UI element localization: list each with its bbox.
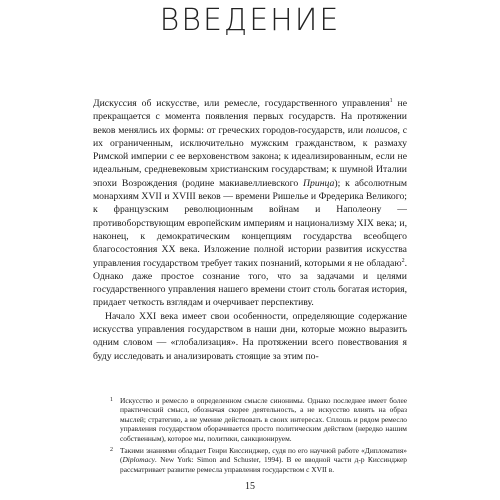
footnote-number: 1	[110, 397, 113, 403]
footnote-2	[93, 446, 407, 474]
p1-text-5: . Однако даже простое сознание того, что за задачами и целями государственного управления нашего времени стоит столь богатая история, придает четкость взглядам и очерчивает перспективу.	[93, 257, 407, 309]
p1-text-3: , с их ограниченным, исключительно мужским гражданством, к размаху Римской империи с ее верховенством закона; к идеализированным, если не идеальным, средневековым христианским государствам; к шумной Италии эпохи Возрождения (родине макиавеллиевского	[93, 124, 407, 189]
paragraph-2: Начало XXI века имеет свои особенности, определяющие содержание искусства управления государством в наши дни, которые можно выразить одним словом — «глобализация». На протяжении всего повествования я буду исследовать и анализировать стоящие за этим по-	[93, 310, 407, 362]
footnote-text: Искусство и ремесло в определенном смысле синонимы. Однако последнее имеет более практический смысл, обозначая скорее деятельность, а не искусство влиять на образ мыслей; стратегию, а не умение действовать в своих интересах. Сплошь и рядом ремесло управления государством оборачивается просто политическим действом (нередко нашим собственным), которое мы, политики, санкционируем.	[120, 396, 407, 443]
footnote-text	[120, 446, 407, 474]
footnotes	[93, 396, 407, 477]
footnote-text-part: . New York: Simon and Schuster, 1994). В ее вводной части д-р Киссинджер рассматривает развитие ремесла управления государством с XVII в.	[120, 455, 407, 474]
paragraph-1	[93, 97, 407, 310]
footnote-italic: Diplomacy	[122, 455, 155, 465]
chapter-title: ВВЕДЕНИЕ	[159, 3, 341, 38]
footnote-ref-2: 2	[401, 257, 405, 264]
footnote-1	[93, 396, 407, 443]
page-number: 15	[245, 481, 255, 492]
p1-text-1: Дискуссия об искусстве, или ремесле, государственного управления	[93, 98, 390, 109]
footnote-number: 2	[110, 447, 113, 454]
footnote-text-part: Такими знаниями обладает Генри Киссинджер, судя по его научной работе «Дипломатия» (	[120, 446, 407, 465]
p1-text-4: ); к абсолютным монархиям XVII и XVIII веков — времени Ришелье и Фредерика Великого; к французским революционным войнам и Наполеону — противоборствующим европейским империям и национализму XIX века; и, наконец, к демократическим концепциям государства всеобщего благосостояния XX века. Изложение полной истории развития искусства управления государством требует таких познаний, которыми я не обладаю	[93, 177, 407, 269]
p1-italic-1: полисов	[365, 124, 398, 136]
footnote-ref-1: 1	[389, 97, 393, 104]
main-text	[93, 97, 407, 363]
p1-italic-2: Принца	[303, 177, 335, 189]
p1-text-2: не прекращается с момента появления первых государств. На протяжении веков менялись их формы: от греческих городов-государств, или	[93, 98, 408, 136]
